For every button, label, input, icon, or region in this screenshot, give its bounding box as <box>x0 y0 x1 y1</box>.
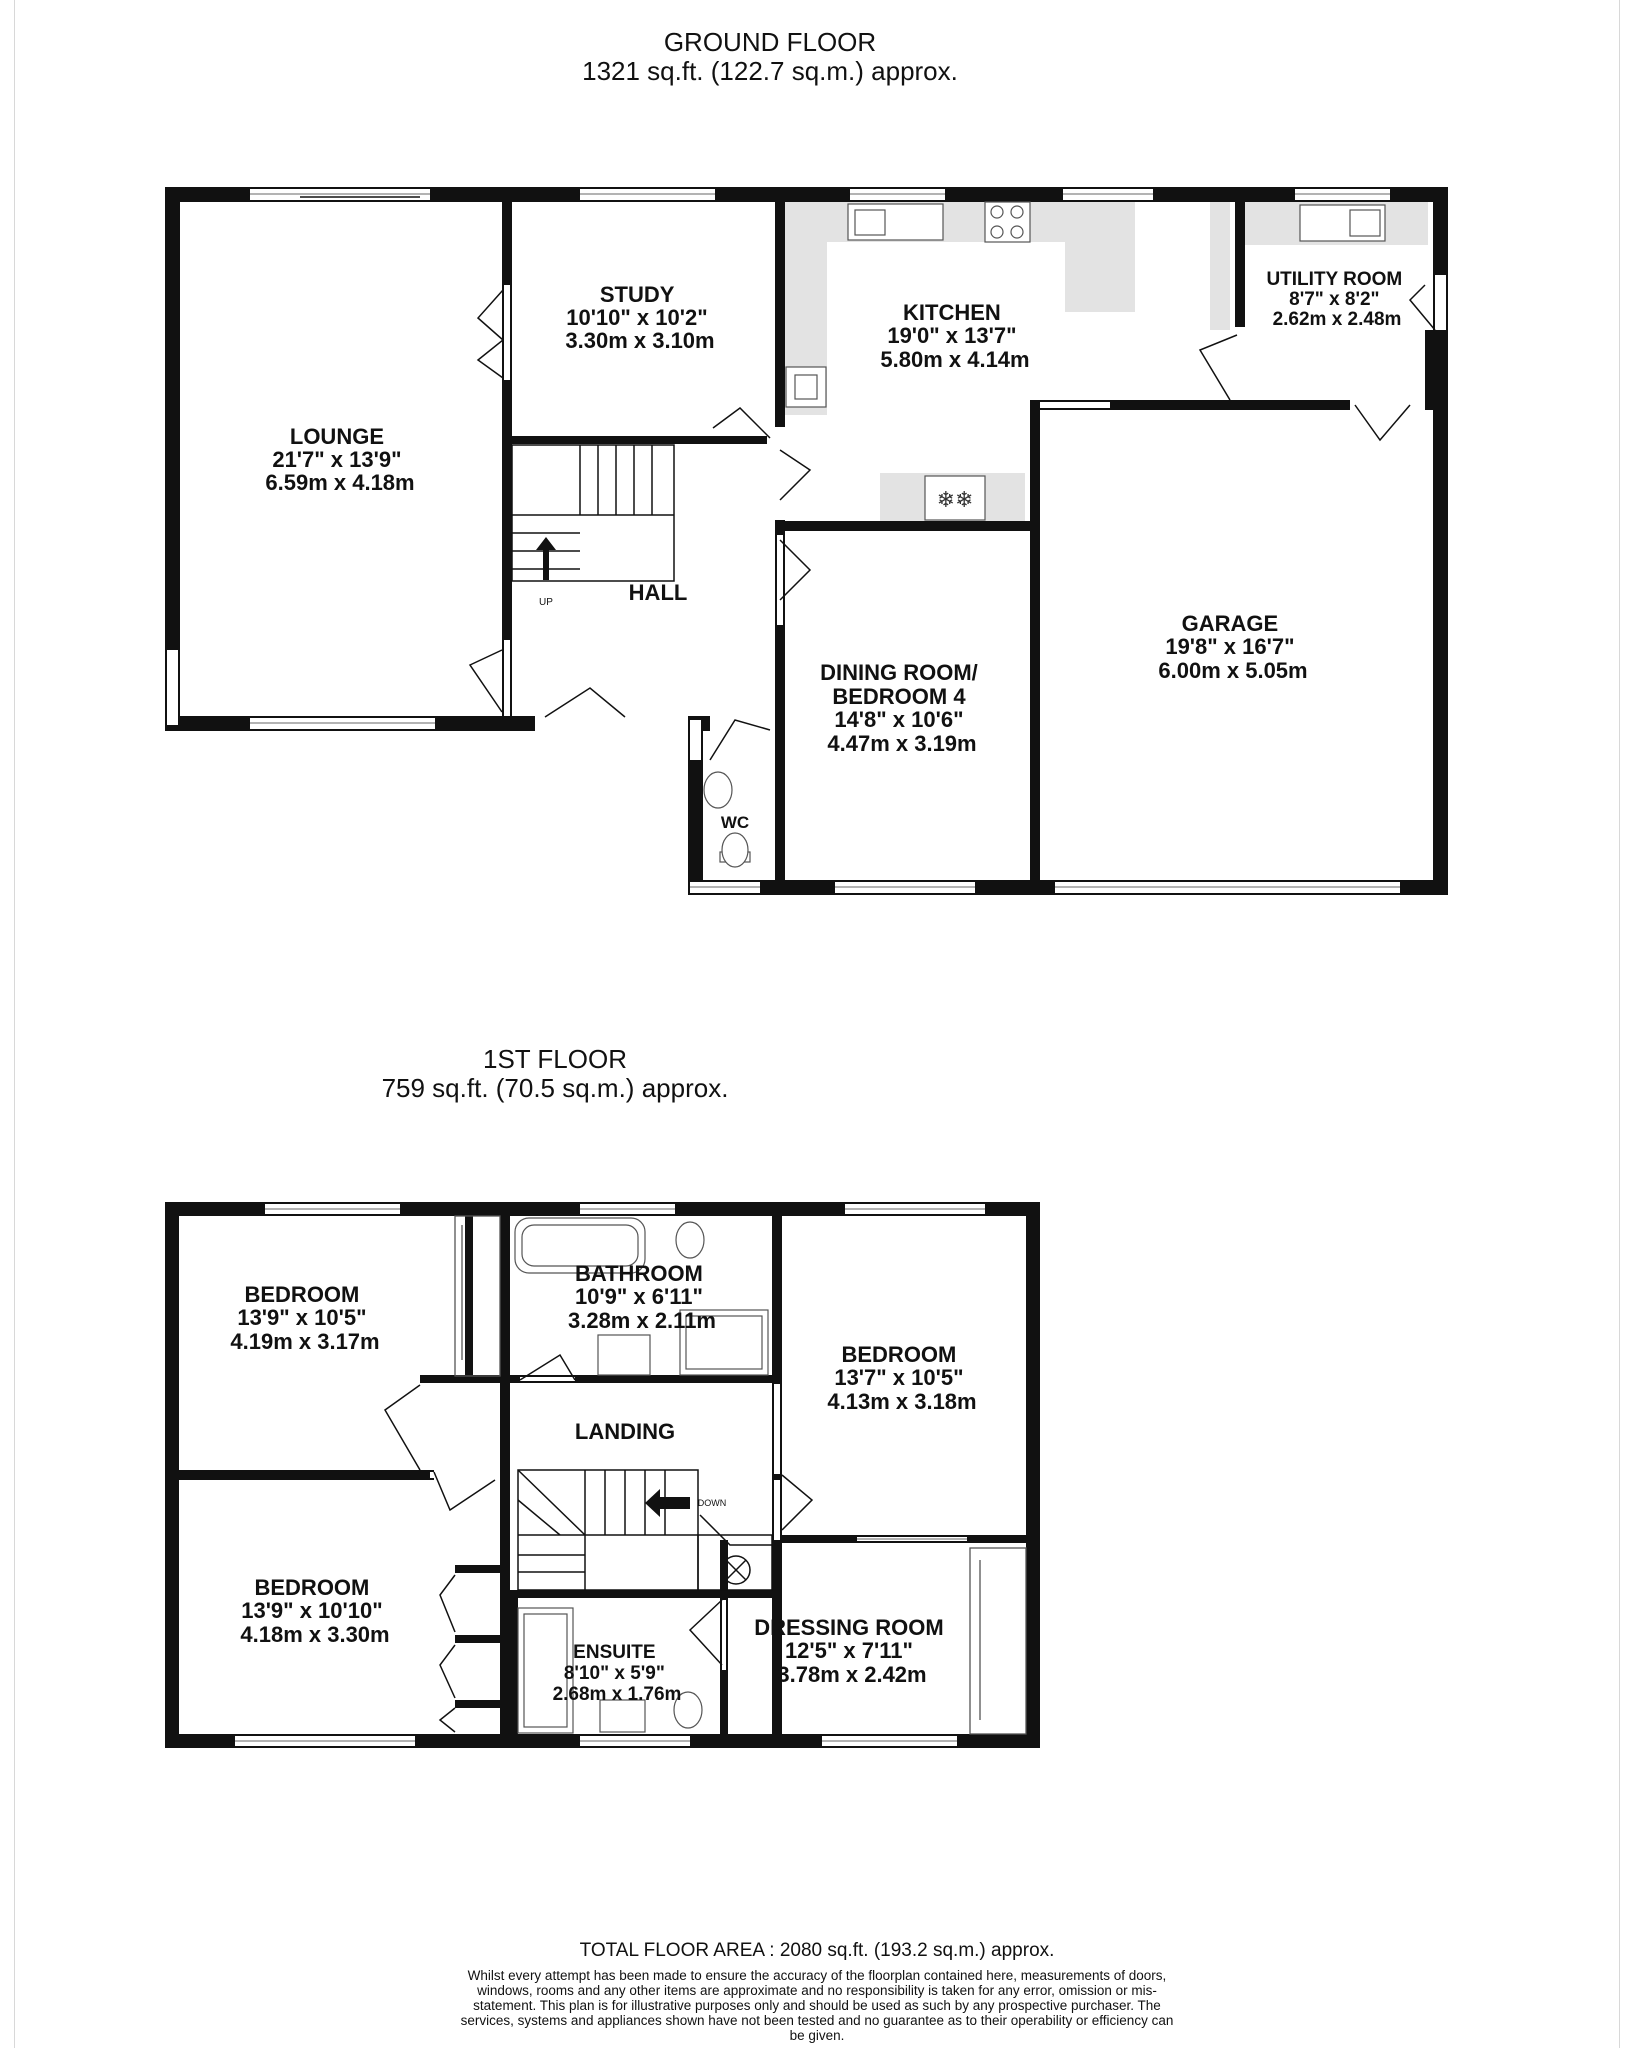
first-floor-title: 1ST FLOOR <box>482 1044 627 1074</box>
bathroom-label: BATHROOM 10'9" x 6'11" 3.28m x 2.11m <box>567 1261 717 1333</box>
ground-floor-plan <box>165 187 1448 895</box>
stairs-up-label: UP <box>539 597 553 608</box>
bathroom-basin-icon <box>598 1335 650 1375</box>
bedroom-nw-label: BEDROOM 13'9" x 10'5" 4.19m x 3.17m <box>230 1282 380 1354</box>
bathroom-toilet-icon <box>676 1222 704 1258</box>
ground-floor-title: GROUND FLOOR <box>663 27 877 57</box>
lounge-label: LOUNGE 21'7" x 13'9" 6.59m x 4.18m <box>265 424 415 495</box>
utility-room-label: UTILITY ROOM 8'7" x 8'2" 2.62m x 2.48m <box>1266 269 1403 330</box>
ensuite-label: ENSUITE 8'10" x 5'9" 2.68m x 1.76m <box>552 1642 682 1705</box>
stairs-down-arrow-icon <box>645 1489 690 1517</box>
wc-label: WC <box>720 813 750 832</box>
study-label: STUDY 10'10" x 10'2" 3.30m x 3.10m <box>565 282 715 353</box>
toilet-icon <box>722 833 748 867</box>
first-floor-plan <box>165 1202 1040 1748</box>
dressing-room-label: DRESSING ROOM 12'5" x 7'11" 3.78m x 2.42m <box>754 1615 944 1687</box>
first-floor-area: 759 sq.ft. (70.5 sq.m.) approx. <box>381 1073 729 1103</box>
disclaimer-text: Whilst every attempt has been made to ensure the accuracy of the floorplan contained here, measurements of doors, windows, rooms and any other items are approximate and no responsibility is taken for any error, omission or mis-statement. This plan is for illustrative purposes only and should be used as such by any prospective purchaser. The services, systems and appliances shown have not been tested and no guarantee as to their operability or efficiency can be given. <box>460 1968 1174 2043</box>
stairs-down-label: DOWN <box>697 1498 727 1508</box>
hall-label: HALL <box>628 580 688 605</box>
garage-label: GARAGE 19'8" x 16'7" 6.00m x 5.05m <box>1158 611 1308 683</box>
total-floor-area: TOTAL FLOOR AREA : 2080 sq.ft. (193.2 sq.m.) approx. <box>579 1940 1055 1961</box>
basin-icon <box>704 772 732 808</box>
stairs-up-arrow-icon <box>536 537 556 580</box>
freezer-snowflake-icon: ❄❄ <box>936 487 974 512</box>
hob-icon <box>985 202 1030 242</box>
kitchen-label: KITCHEN 19'0" x 13'7" 5.80m x 4.14m <box>880 300 1030 372</box>
bedroom-sw-label: BEDROOM 13'9" x 10'10" 4.18m x 3.30m <box>240 1575 390 1647</box>
ground-floor-area: 1321 sq.ft. (122.7 sq.m.) approx. <box>582 56 958 86</box>
landing-label: LANDING <box>574 1419 676 1444</box>
dining-room-label: DINING ROOM/ BEDROOM 4 14'8" x 10'6" 4.47m x 3.19m <box>820 660 978 756</box>
bedroom-e-label: BEDROOM 13'7" x 10'5" 4.13m x 3.18m <box>827 1342 977 1414</box>
hall-stairs <box>512 445 674 581</box>
